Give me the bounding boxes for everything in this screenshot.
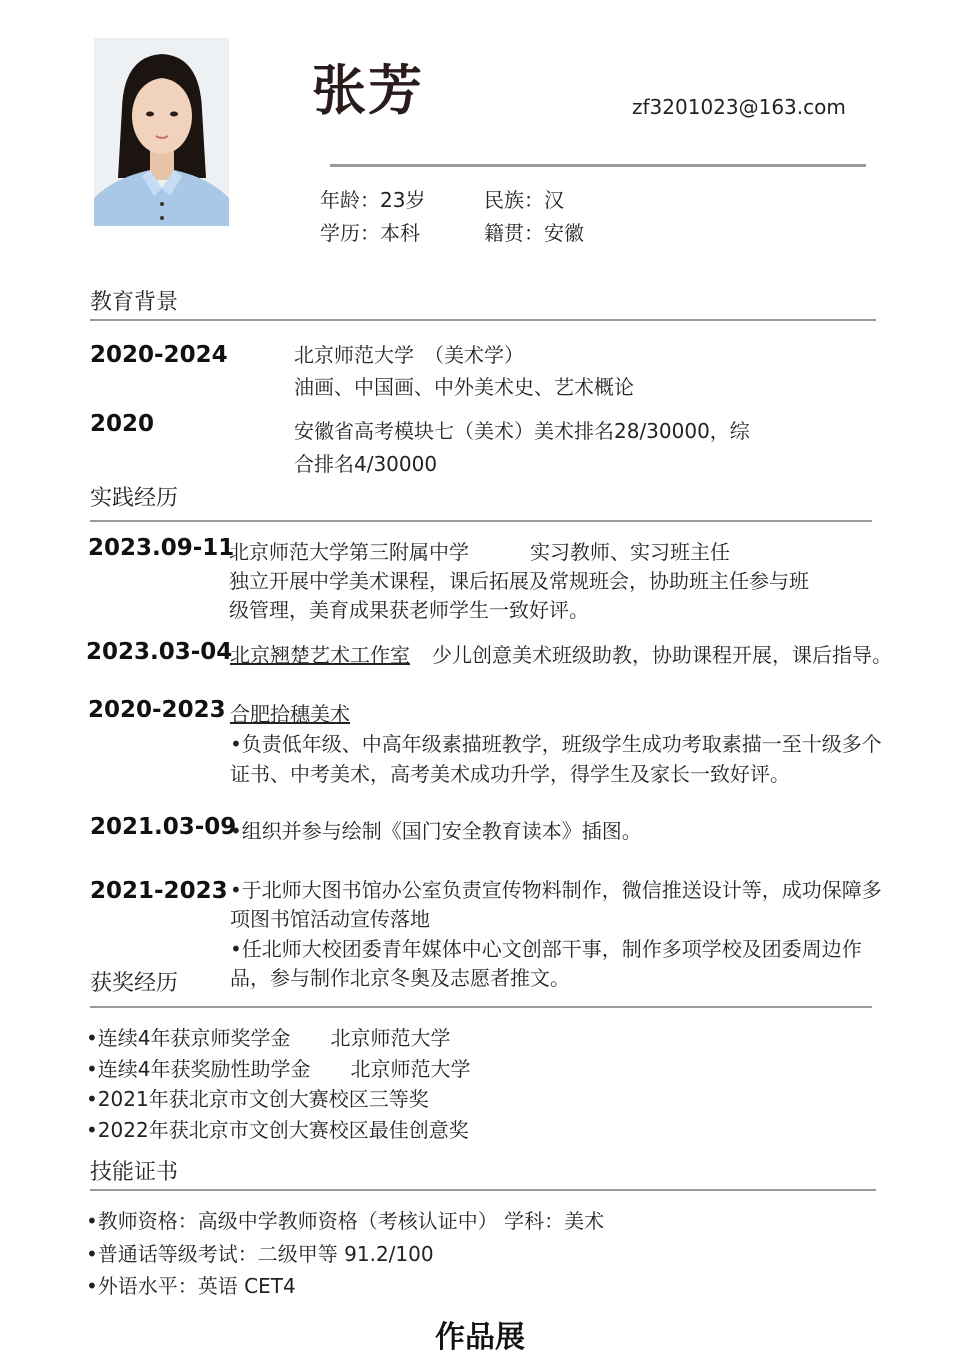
header-divider bbox=[330, 164, 866, 167]
info-education: 学历：本科 bbox=[320, 221, 420, 245]
practice-desc: •组织并参与绘制《国门安全教育读本》插图。 bbox=[230, 819, 642, 843]
skills-divider bbox=[90, 1189, 876, 1191]
skill-item: •教师资格：高级中学教师资格（考核认证中） 学科：美术 bbox=[86, 1209, 605, 1233]
practice-date: 2023.09-11 bbox=[88, 535, 235, 561]
skills-section-title: 技能证书 bbox=[90, 1160, 179, 1185]
practice-desc-line: 项图书馆活动宣传落地 bbox=[230, 907, 430, 931]
education-courses: 油画、中国画、中外美术史、艺术概论 bbox=[294, 375, 634, 399]
awards-divider bbox=[90, 1006, 872, 1008]
award-item: •连续4年获奖励性助学金 北京师范大学 bbox=[86, 1057, 471, 1081]
practice-role: 实习教师、实习班主任 bbox=[530, 540, 730, 564]
awards-section-title: 获奖经历 bbox=[90, 971, 179, 996]
practice-desc-line: •于北师大图书馆办公室负责宣传物料制作，微信推送设计等，成功保障多 bbox=[230, 878, 882, 902]
practice-desc-line: •任北师大校团委青年媒体中心文创部干事，制作多项学校及团委周边作 bbox=[230, 937, 862, 961]
award-item: •连续4年获京师奖学金 北京师范大学 bbox=[86, 1026, 451, 1050]
practice-divider bbox=[90, 520, 872, 522]
practice-desc: 少儿创意美术班级助教，协助课程开展，课后指导。 bbox=[432, 643, 892, 667]
award-item: •2021年获北京市文创大赛校区三等奖 bbox=[86, 1087, 429, 1111]
skill-item: •普通话等级考试：二级甲等 91.2/100 bbox=[86, 1242, 434, 1266]
practice-section-title: 实践经历 bbox=[90, 486, 179, 511]
education-date: 2020-2024 bbox=[90, 342, 228, 368]
practice-desc-line: 品，参与制作北京冬奥及志愿者推文。 bbox=[230, 966, 570, 990]
award-item: •2022年获北京市文创大赛校区最佳创意奖 bbox=[86, 1118, 469, 1142]
applicant-name: 张芳 bbox=[312, 59, 424, 122]
education-divider bbox=[90, 319, 876, 321]
info-ethnicity: 民族：汉 bbox=[484, 188, 564, 212]
education-school: 北京师范大学 （美术学） bbox=[294, 343, 524, 367]
practice-date: 2023.03-04 bbox=[86, 639, 233, 665]
profile-photo bbox=[94, 38, 229, 226]
portfolio-title: 作品展 bbox=[435, 1320, 525, 1355]
practice-date: 2021-2023 bbox=[90, 878, 228, 904]
practice-date: 2020-2023 bbox=[88, 697, 226, 723]
practice-desc-line: •负责低年级、中高年级素描班教学，班级学生成功考取素描一至十级多个 bbox=[230, 732, 882, 756]
info-age: 年龄：23岁 bbox=[320, 188, 426, 212]
practice-desc-line: 级管理，美育成果获老师学生一致好评。 bbox=[229, 598, 589, 622]
practice-date: 2021.03-09 bbox=[90, 814, 237, 840]
education-date: 2020 bbox=[90, 411, 155, 437]
practice-org: 北京师范大学第三附属中学 bbox=[229, 540, 469, 564]
practice-desc-line: 独立开展中学美术课程，课后拓展及常规班会，协助班主任参与班 bbox=[229, 569, 809, 593]
skill-item: •外语水平：英语 CET4 bbox=[86, 1274, 296, 1298]
practice-desc-line: 证书、中考美术，高考美术成功升学，得学生及家长一致好评。 bbox=[230, 762, 790, 786]
education-section-title: 教育背景 bbox=[90, 290, 179, 315]
practice-org: 合肥拾穗美术 bbox=[230, 702, 350, 726]
email-address[interactable]: zf3201023@163.com bbox=[632, 95, 846, 119]
education-exam-line2: 合排名4/30000 bbox=[294, 452, 438, 476]
info-origin: 籍贯：安徽 bbox=[484, 221, 584, 245]
practice-org: 北京翘楚艺术工作室 bbox=[230, 643, 410, 667]
education-exam-line1: 安徽省高考模块七（美术）美术排名28/30000，综 bbox=[294, 419, 750, 443]
